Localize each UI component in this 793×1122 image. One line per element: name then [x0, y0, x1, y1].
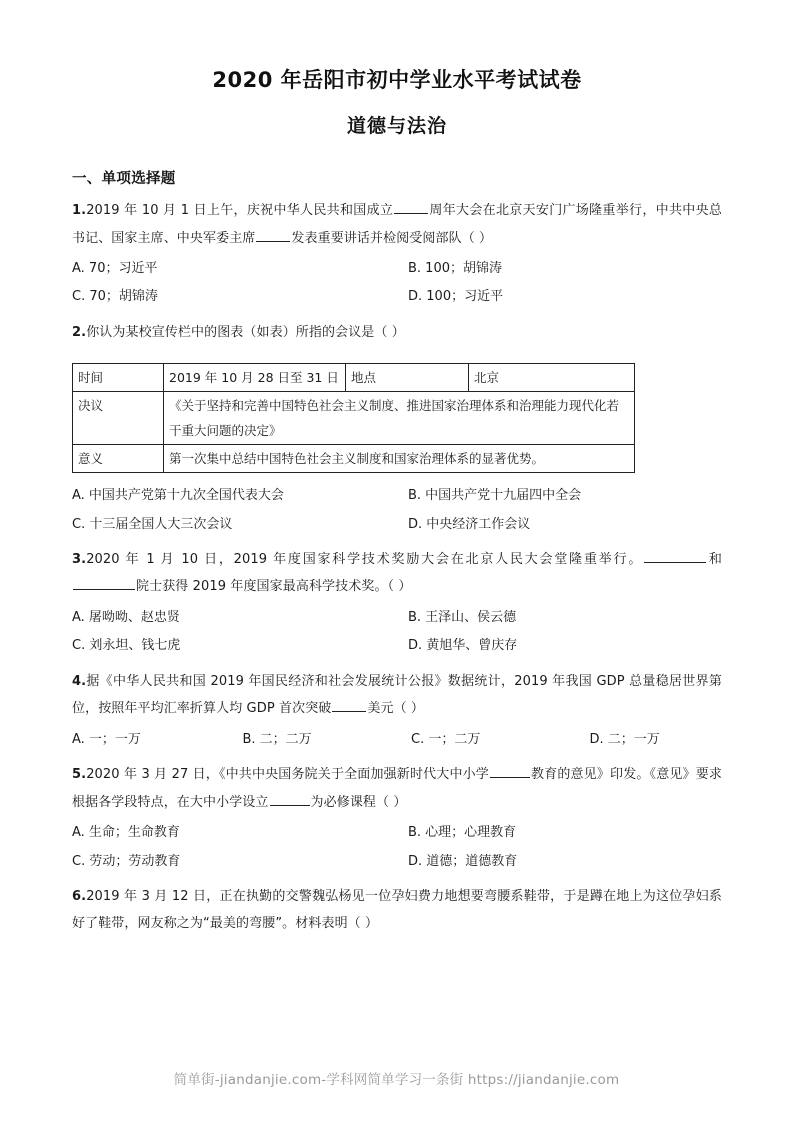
- question-4-option-c[interactable]: C. 一；二万: [411, 731, 481, 747]
- question-3-option-c[interactable]: C. 刘永坦、钱七虎: [72, 638, 181, 654]
- table-cell-time-label: 时间: [73, 364, 164, 392]
- question-5-blank-2: [270, 792, 310, 805]
- footer-watermark: 简单街-jiandanjie.com-学科网简单学习一条街 https://jiandanjie.com: [173, 1072, 620, 1088]
- question-3-option-b[interactable]: B. 王泽山、侯云德: [408, 610, 517, 626]
- question-2-option-d[interactable]: D. 中央经济工作会议: [408, 516, 531, 532]
- question-1-blank-1: [394, 201, 428, 214]
- question-3-text-part-1: 2020 年 1 月 10 日，2019 年度国家科学技术奖励大会在北京人民大会堂隆重举行。: [86, 551, 644, 567]
- question-1-stem: [72, 190, 722, 252]
- question-2-text: 你认为某校宣传栏中的图表（如表）所指的会议是（ ）: [86, 324, 405, 340]
- table-cell-place-value: 北京: [469, 364, 635, 392]
- question-1-option-d[interactable]: D. 100；习近平: [408, 289, 504, 305]
- question-1-options: [72, 252, 722, 312]
- question-2-option-row-1: [72, 482, 722, 510]
- question-2-option-c[interactable]: C. 十三届全国人大三次会议: [72, 516, 233, 532]
- question-5-option-row-1: [72, 819, 722, 847]
- question-5-blank-1: [490, 765, 530, 778]
- question-5-option-a[interactable]: A. 生命；生命教育: [72, 825, 180, 841]
- question-3-stem: [72, 539, 722, 601]
- question-4-option-b[interactable]: B. 二；二万: [242, 731, 312, 747]
- question-2-option-b[interactable]: B. 中国共产党十九届四中全会: [408, 488, 582, 504]
- question-3-text-joiner: 和: [707, 551, 722, 567]
- question-2-option-row-2: [72, 511, 722, 539]
- question-3-option-row-1: [72, 604, 722, 632]
- question-5-text-part-3: 为必修课程（ ）: [310, 794, 407, 810]
- question-1-text-part-1: 2019 年 10 月 1 日上午，庆祝中华人民共和国成立: [86, 202, 394, 218]
- table-row: [73, 364, 635, 392]
- table-cell-resolution-value: 《关于坚持和完善中国特色社会主义制度、推进国家治理体系和治理能力现代化若干重大问题的决定》: [164, 392, 635, 445]
- question-5-option-d[interactable]: D. 道德；道德教育: [408, 853, 518, 869]
- question-5-stem: [72, 754, 722, 816]
- question-1-number: 1.: [72, 202, 87, 218]
- question-3-blank-2: [73, 577, 135, 590]
- question-2-options: [72, 479, 722, 539]
- question-6-stem: [72, 876, 722, 938]
- question-4-text-part-3: 美元（ ）: [367, 701, 425, 717]
- question-4-stem: [72, 661, 722, 723]
- question-2-info-table: [72, 363, 635, 473]
- question-4-text-part-2: 位，按照年平均汇率折算人均 GDP 首次突破: [72, 701, 332, 717]
- page-subtitle: 道德与法治: [346, 115, 447, 138]
- question-2-stem: [72, 312, 722, 347]
- question-5-option-row-2: [72, 848, 722, 876]
- question-4-blank-1: [332, 699, 366, 712]
- question-4-text-part-1: 据《中华人民共和国 2019 年国民经济和社会发展统计公报》数据统计，2019 年我国 GDP 总量稳居世界第: [86, 673, 722, 689]
- question-4-number: 4.: [72, 673, 87, 689]
- question-6-text: 2019 年 3 月 12 日，正在执勤的交警魏弘杨见一位孕妇费力地想要弯腰系鞋带，于是蹲在地上为这位孕妇系好了鞋带，网友称之为“最美的弯腰”。材料表明（ ）: [72, 888, 722, 932]
- question-1-blank-2: [256, 228, 290, 241]
- question-4-option-row-1: [72, 726, 722, 754]
- question-2-number: 2.: [72, 324, 87, 340]
- question-3-blank-1: [644, 550, 706, 563]
- question-5-option-b[interactable]: B. 心理；心理教育: [408, 825, 517, 841]
- question-1-option-a[interactable]: A. 70；习近平: [72, 261, 158, 277]
- table-cell-significance-label: 意义: [73, 445, 164, 473]
- question-4-options: [72, 723, 722, 754]
- question-5-number: 5.: [72, 767, 87, 783]
- document-content: [72, 0, 722, 938]
- question-5-text-part-1: 2020 年 3 月 27 日，《中共中央国务院关于全面加强新时代大中小学: [86, 767, 489, 783]
- question-4-option-a[interactable]: A. 一；一万: [72, 731, 141, 747]
- question-5-options: [72, 816, 722, 876]
- table-row: [73, 445, 635, 473]
- table-row: [73, 392, 635, 445]
- question-6-number: 6.: [72, 888, 87, 904]
- question-4-option-d[interactable]: D. 二；一万: [589, 731, 660, 747]
- question-1-option-c[interactable]: C. 70；胡锦涛: [72, 289, 158, 305]
- question-1-text-part-3: 发表重要讲话并检阅受阅部队（ ）: [291, 230, 493, 246]
- question-1-option-row-2: [72, 283, 722, 311]
- page-title: 2020 年岳阳市初中学业水平考试试卷: [212, 68, 582, 92]
- question-2-option-a[interactable]: A. 中国共产党第十九次全国代表大会: [72, 488, 284, 504]
- question-1-text-part-2: 周年大会在北京天安门广场隆重举行，中共中央总书记、国家主席、中央军委主席: [72, 202, 722, 246]
- table-cell-time-value: 2019 年 10 月 28 日至 31 日: [164, 364, 346, 392]
- question-3-option-row-2: [72, 632, 722, 660]
- question-1-option-b[interactable]: B. 100；胡锦涛: [408, 261, 502, 277]
- table-cell-resolution-label: 决议: [73, 392, 164, 445]
- table-cell-significance-value: 第一次集中总结中国特色社会主义制度和国家治理体系的显著优势。: [164, 445, 635, 473]
- question-1-option-row-1: [72, 255, 722, 283]
- question-5-text-part-2: 教育的意见》印发。《意见》要求根据各学段特点，在大中小学设立: [72, 767, 722, 810]
- question-3-text-part-3: 院士获得 2019 年度国家最高科学技术奖。（ ）: [136, 579, 412, 595]
- question-3-number: 3.: [72, 551, 87, 567]
- section-heading-multiple-choice: 一、单项选择题: [72, 170, 176, 187]
- question-3-option-d[interactable]: D. 黄旭华、曾庆存: [408, 638, 518, 654]
- question-5-option-c[interactable]: C. 劳动；劳动教育: [72, 853, 181, 869]
- table-cell-place-label: 地点: [346, 364, 469, 392]
- question-3-option-a[interactable]: A. 屠呦呦、赵忠贤: [72, 610, 180, 626]
- question-3-options: [72, 601, 722, 661]
